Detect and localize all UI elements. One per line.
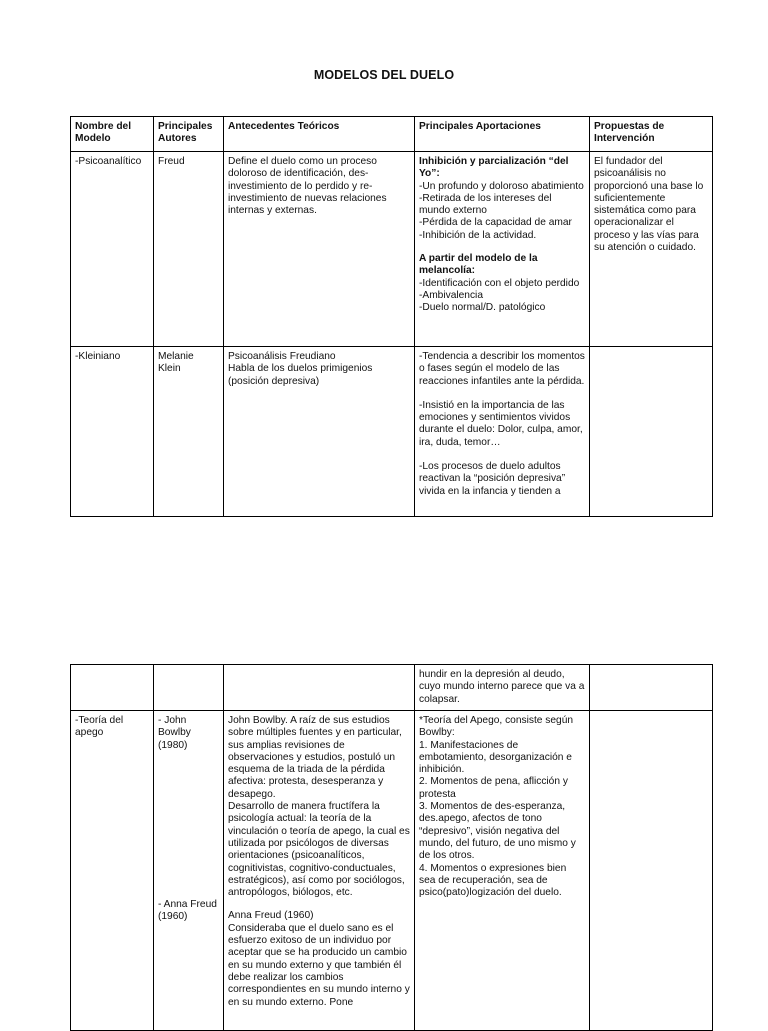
contrib-line: -Tendencia a describir los momentos o fases según el modelo de las reacciones infantiles ante la pérdida. <box>419 351 585 387</box>
model-name: -Teoría del apego <box>71 711 154 1031</box>
contrib-line: 1. Manifestaciones de embotamiento, desorganización e inhibición. <box>419 739 572 776</box>
contrib-line: 4. Momentos o expresiones bien sea de recuperación, sea de psico(pato)logización del duelo. <box>419 862 567 899</box>
model-contributions <box>415 152 590 347</box>
background-line: Habla de los duelos primigenios (posición depresiva) <box>228 363 373 387</box>
contrib-line: -Identificación con el objeto perdido <box>419 277 580 289</box>
models-table-continued <box>70 664 713 1031</box>
contrib-line: -Un profundo y doloroso abatimiento <box>419 180 584 192</box>
contrib-line: -Retirada de los intereses del mundo externo <box>419 192 552 217</box>
contrib-line: 3. Momentos de des-esperanza, des.apego, afectos de tono “depresivo”, visión negativa del mundo, del futuro, de uno mismo y de los otros. <box>419 801 576 862</box>
model-authors: Melanie Klein <box>154 347 224 517</box>
model-background <box>224 347 415 517</box>
contrib-line: 2. Momentos de pena, aflicción y protesta <box>419 776 568 800</box>
table-row <box>71 152 713 347</box>
table-row <box>71 665 713 711</box>
table-header-row <box>71 117 713 152</box>
author-line: - John Bowlby (1980) <box>158 715 191 751</box>
contrib-heading: Inhibición y parcialización “del Yo”: <box>419 156 569 180</box>
background-line: Consideraba que el duelo sano es el esfuerzo exitoso de un individuo por aceptar que se ha producido un cambio en su mundo externo y que también él debe realizar los cambios correspondientes en su mundo interno y en su mundo externo. Pone <box>228 922 410 1008</box>
background-line: Desarrollo de manera fructífera la psicología actual: la teoría de la vinculación o teoría de apego, la cual es utilizada por psicólogos de diversas orientaciones (psicoanalíticos, cognitivistas, cognitivo-conductuales, estratégicos), así como por sociólogos, antropólogos, biólogos, etc. <box>228 801 410 899</box>
header-cell: Principales Aportaciones <box>415 117 590 152</box>
table-row <box>71 711 713 1031</box>
header-cell: Antecedentes Teóricos <box>224 117 415 152</box>
model-contributions <box>415 347 590 517</box>
model-intervention <box>590 347 713 517</box>
model-authors: Freud <box>154 152 224 347</box>
header-cell: Propuestas de Intervención <box>590 117 713 152</box>
model-intervention: El fundador del psicoanálisis no proporcionó una base lo suficientemente sistemática como para operacionalizar el proceso y las vías para su atención o cuidado. <box>590 152 713 347</box>
model-background <box>224 711 415 1031</box>
model-contributions <box>415 711 590 1031</box>
contrib-line: -Pérdida de la capacidad de amar <box>419 217 572 229</box>
page-title: MODELOS DEL DUELO <box>313 68 455 82</box>
background-line: Anna Freud (1960) <box>228 910 314 922</box>
header-cell: Principales Autores <box>154 117 224 152</box>
author-line: - Anna Freud (1960) <box>158 898 217 923</box>
contrib-line: -Insistió en la importancia de las emociones y sentimientos vividos durante el duelo: Dolor, culpa, amor, ira, duda, temor… <box>419 399 583 448</box>
models-table <box>70 116 713 517</box>
continuation-text: hundir en la depresión al deudo, cuyo mundo interno parece que va a colapsar. <box>415 665 590 711</box>
model-name: -Kleiniano <box>71 347 154 517</box>
contrib-line: -Inhibición de la actividad. <box>419 229 537 241</box>
header-cell: Nombre del Modelo <box>71 117 154 152</box>
contrib-heading: A partir del modelo de la melancolía: <box>419 253 538 277</box>
model-authors <box>154 711 224 1031</box>
background-line: John Bowlby. A raíz de sus estudios sobre múltiples fuentes y en particular, sus amplias revisiones de observaciones y estudios, postuló un esquema de la triada de la pérdida afectiva: protesta, desesperanza y desapego. <box>228 715 402 800</box>
contrib-line: *Teoría del Apego, consiste según Bowlby: <box>419 715 574 739</box>
model-background: Define el duelo como un proceso doloroso de identificación, des-investimiento de lo perdido y re-investimiento de nuevas relaciones internas y externas. <box>224 152 415 347</box>
contrib-line: -Ambivalencia <box>419 289 483 301</box>
table-row <box>71 347 713 517</box>
contrib-line: -Los procesos de duelo adultos reactivan la “posición depresiva” vivida en la infancia y tienden a <box>419 461 566 497</box>
contrib-line: -Duelo normal/D. patológico <box>419 302 546 314</box>
background-line: Psicoanálisis Freudiano <box>228 351 336 362</box>
model-name: -Psicoanalítico <box>71 152 154 347</box>
